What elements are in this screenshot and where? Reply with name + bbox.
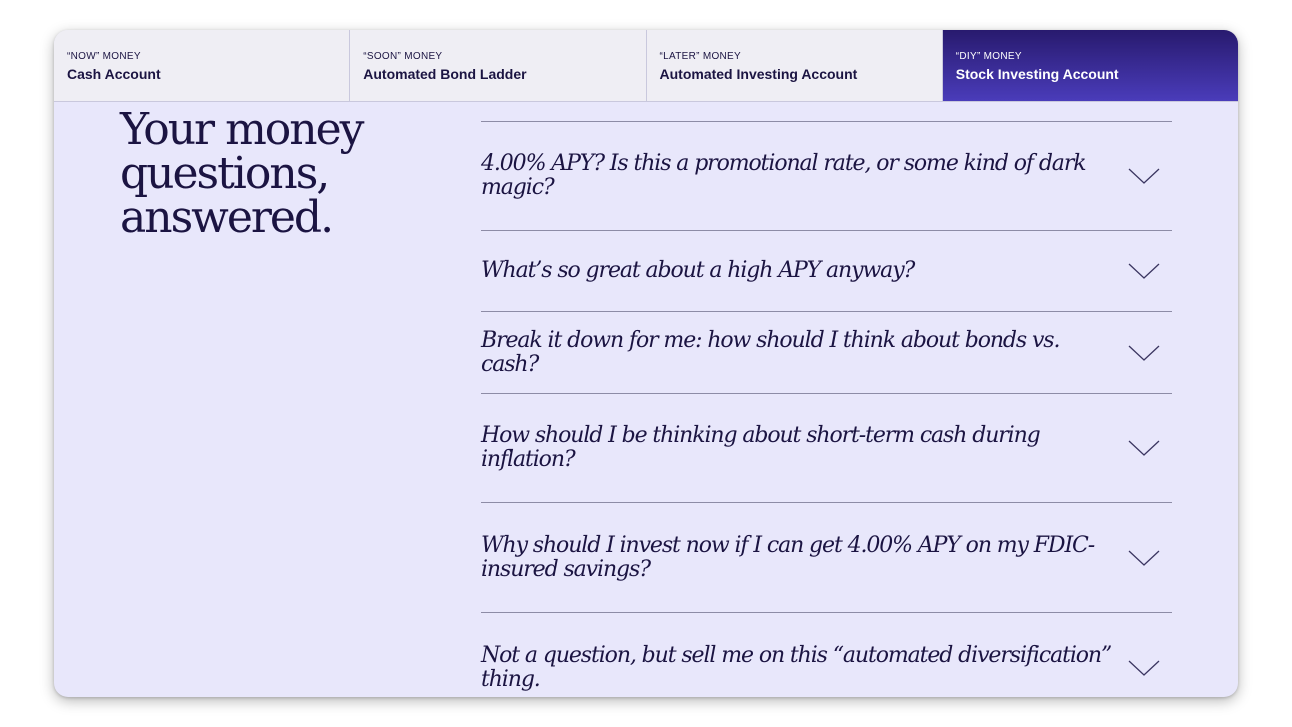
tab-title: Stock Investing Account <box>955 66 1119 82</box>
faq-item[interactable] <box>481 122 1172 231</box>
tab-eyebrow: “LATER” MONEY <box>659 51 741 62</box>
tab-cash-account[interactable] <box>54 30 350 101</box>
faq-list <box>481 121 1172 697</box>
faq-question: Break it down for me: how should I think about bonds vs. cash? <box>481 327 1060 377</box>
page-title-line: questions, <box>120 148 329 199</box>
faq-item[interactable] <box>481 503 1172 613</box>
chevron-down-icon[interactable] <box>1128 439 1160 457</box>
tab-automated-investing-account[interactable] <box>647 30 943 101</box>
tab-title: Automated Investing Account <box>659 66 858 82</box>
chevron-down-icon[interactable] <box>1128 262 1160 280</box>
chevron-down-icon[interactable] <box>1128 659 1160 677</box>
page-title-line: Your money <box>120 104 363 155</box>
faq-item[interactable] <box>481 231 1172 312</box>
faq-question: Why should I invest now if I can get 4.00% APY on my FDIC-insured savings? <box>481 532 1095 582</box>
tab-eyebrow: “NOW” MONEY <box>67 51 141 62</box>
page-title <box>120 104 410 243</box>
faq-question: How should I be thinking about short-term cash during inflation? <box>481 423 1040 472</box>
faq-question: Not a question, but sell me on this “automated diversification” thing. <box>481 642 1112 692</box>
faq-item[interactable] <box>481 613 1172 697</box>
faq-item[interactable] <box>481 312 1172 394</box>
tab-automated-bond-ladder[interactable] <box>350 30 646 101</box>
tab-title: Cash Account <box>67 66 161 82</box>
faq-card <box>54 30 1238 697</box>
account-tabs <box>54 30 1238 102</box>
chevron-down-icon[interactable] <box>1128 344 1160 362</box>
faq-question: 4.00% APY? Is this a promotional rate, or some kind of dark magic? <box>481 151 1086 200</box>
tab-eyebrow: “SOON” MONEY <box>363 51 443 62</box>
tab-title: Automated Bond Ladder <box>363 66 527 82</box>
faq-question: What’s so great about a high APY anyway? <box>481 258 915 283</box>
faq-item[interactable] <box>481 394 1172 503</box>
page-title-line: answered. <box>120 192 333 243</box>
tab-eyebrow: “DIY” MONEY <box>955 51 1022 62</box>
chevron-down-icon[interactable] <box>1128 549 1160 567</box>
chevron-down-icon[interactable] <box>1128 167 1160 185</box>
tab-stock-investing-account[interactable] <box>943 30 1238 101</box>
